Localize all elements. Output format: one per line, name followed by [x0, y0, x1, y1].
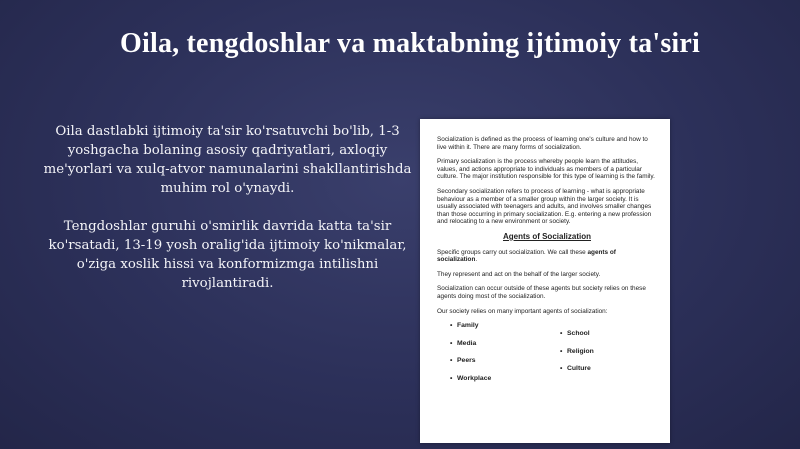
doc-paragraph-relies: Our society relies on many important agents of socialization:: [437, 307, 608, 315]
agent-item: • Religion: [557, 348, 594, 366]
slide-body: [40, 122, 415, 312]
doc-paragraph-specific-groups: [437, 249, 657, 264]
agent-item: • Family: [447, 322, 557, 340]
doc-paragraph-represent: They represent and act on the behalf of the larger society.: [437, 270, 601, 278]
doc-text-bold: agents of socialization: [437, 248, 616, 264]
agent-item: • Media: [447, 340, 557, 358]
family-paragraph: Oila dastlabki ijtimoiy ta'sir ko'rsatuvchi bo'lib, 1-3 yoshgacha bolaning asosiy qadriyatlari, axloqiy me'yorlari va xulq-atvor namunalarini shakllantirishda muhim rol o'ynaydi.: [43, 124, 412, 196]
doc-paragraph-definition: Socialization is defined as the process of learning one's culture and how to live within it. There are many forms of socialization.: [437, 136, 648, 151]
doc-paragraph-secondary: Secondary socialization refers to process of learning - what is appropriate behaviour as a member of a smaller group within the larger society. It is usually associated with teenagers and adults, and involves smaller changes than those occurring in primary socialization. E.g. entering a new profession and relocating to a new environment or society.: [437, 187, 652, 226]
agent-item: • Peers: [447, 357, 557, 375]
agents-column-2: [557, 322, 594, 392]
agent-item: • Culture: [557, 365, 594, 383]
peers-paragraph: Tengdoshlar guruhi o'smirlik davrida katta ta'sir ko'rsatadi, 13-19 yosh oralig'ida ijtimoiy ko'nikmalar, o'ziga xoslik hissi va konformizmga intilishni rivojlantiradi.: [48, 219, 407, 291]
document-image: [420, 119, 670, 443]
doc-text-start: Specific groups carry out socialization. We call these: [437, 248, 588, 256]
agents-column-1: [437, 322, 557, 392]
doc-paragraph-outside: Socialization can occur outside of these agents but society relies on these agents doing most of the socialization.: [437, 285, 646, 300]
agent-item: • Workplace: [447, 375, 557, 393]
doc-text-end: .: [475, 256, 478, 264]
agent-item: • School: [557, 330, 594, 348]
doc-paragraph-primary: Primary socialization is the process whereby people learn the attitudes, values, and actions appropriate to individuals as members of a particular culture. The major institution responsible for this type of learning is the family.: [437, 158, 655, 181]
doc-heading-agents: Agents of Socialization: [502, 231, 591, 241]
slide-title: Oila, tengdoshlar va maktabning ijtimoiy ta'siri: [120, 28, 701, 59]
agents-list: [437, 322, 657, 392]
